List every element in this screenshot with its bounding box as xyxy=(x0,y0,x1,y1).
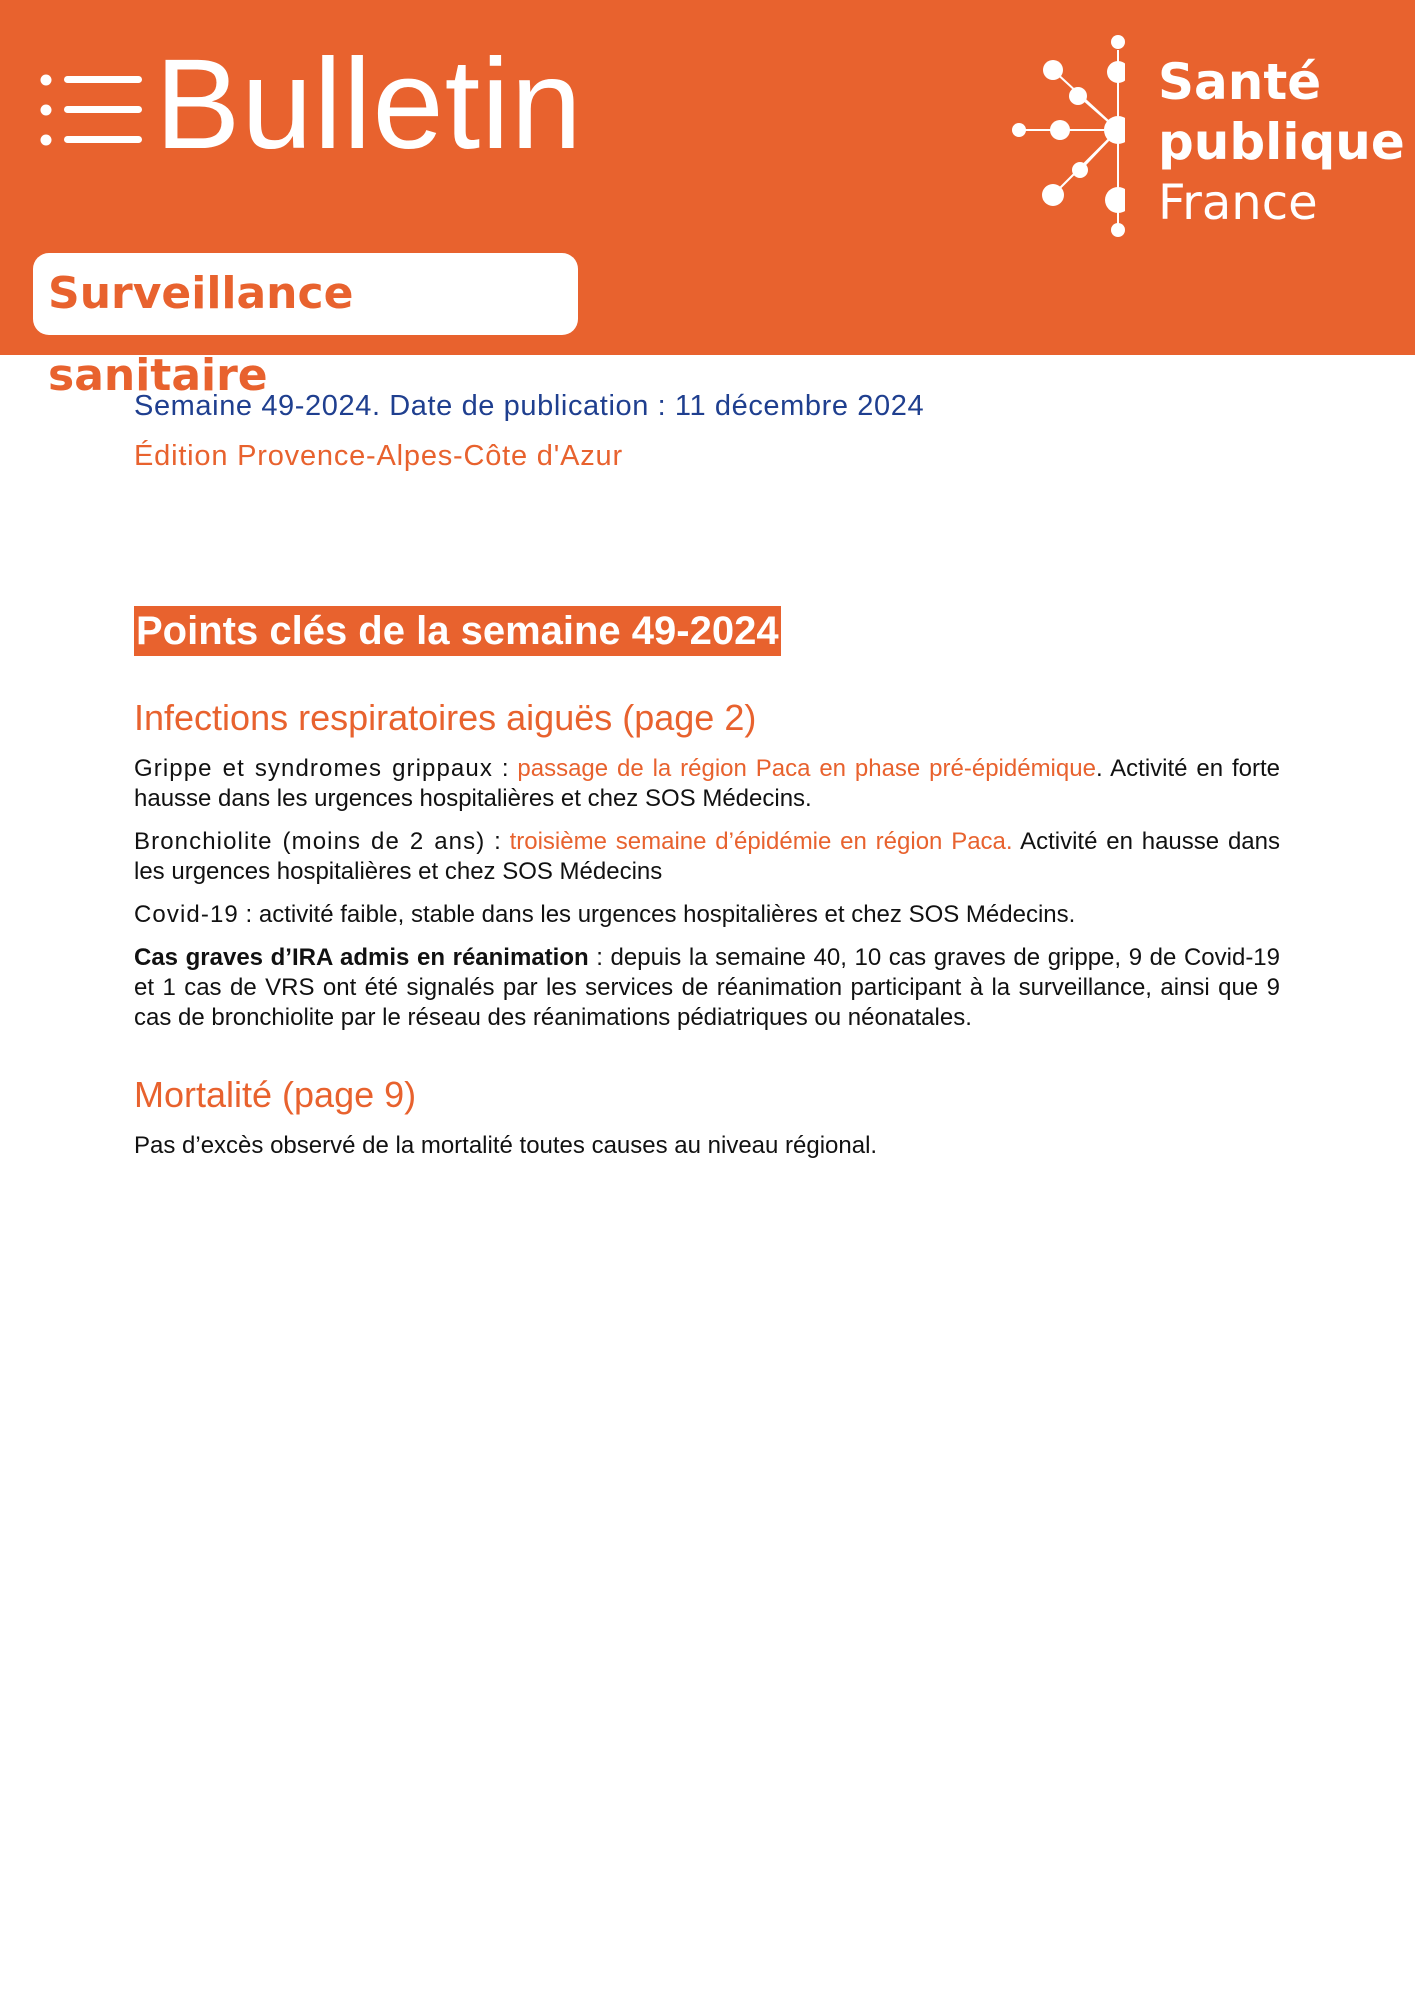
surveillance-tag-label: Surveillance sanitaire xyxy=(48,268,354,401)
mortalite-paragraph: Pas d’excès observé de la mortalité toutes causes au niveau régional. xyxy=(134,1132,878,1159)
header-banner xyxy=(0,0,1415,401)
bulletin-title: Bulletin xyxy=(155,33,583,176)
covid-label: Covid-19 xyxy=(134,901,239,928)
grippe-paragraph xyxy=(134,754,1280,814)
cas-graves-text: : depuis la semaine 40, 10 cas graves de grippe, 9 de Covid-19 et 1 cas de VRS ont été signalés par les services de réanimation participant à la surveillance, ainsi que 9 cas de bronchiolite par le réseau des réanimations pédiatriques ou néonatales. xyxy=(134,944,1281,1031)
grippe-label: Grippe et syndromes grippaux xyxy=(134,755,493,782)
logo-line-1: Santé xyxy=(1158,53,1322,111)
key-points-section xyxy=(134,606,1280,1174)
bronchiolite-text: Activité en hausse dans les urgences hospitalières et chez SOS Médecins xyxy=(134,828,1280,885)
bronchiolite-label: Bronchiolite (moins de 2 ans) xyxy=(134,828,486,855)
covid-text: : activité faible, stable dans les urgences hospitalières et chez SOS Médecins. xyxy=(238,901,1076,928)
key-points-title: Points clés de la semaine 49-2024 xyxy=(134,606,781,656)
covid-paragraph xyxy=(134,900,1280,930)
logo-line-2: publique xyxy=(1158,113,1405,171)
grippe-sep: : xyxy=(492,755,518,782)
bronchiolite-sep: : xyxy=(485,828,510,855)
edition-label: Édition Provence-Alpes-Côte d'Azur xyxy=(134,440,623,472)
grippe-text: . Activité en forte hausse dans les urgences hospitalières et chez SOS Médecins. xyxy=(134,755,1281,812)
grippe-highlight: passage de la région Paca en phase pré-épidémique xyxy=(517,755,1096,782)
publication-date: Semaine 49-2024. Date de publication : 11 décembre 2024 xyxy=(134,390,925,422)
spf-logo-text xyxy=(1158,52,1405,234)
surveillance-tag xyxy=(33,253,578,401)
bronchiolite-paragraph xyxy=(134,827,1280,887)
cas-graves-paragraph xyxy=(134,943,1280,1033)
spf-dots-logo xyxy=(1005,30,1125,245)
list-icon xyxy=(40,70,145,150)
logo-line-3: France xyxy=(1158,175,1318,231)
bronchiolite-highlight: troisième semaine d’épidémie en région Paca. xyxy=(509,828,1013,855)
cas-graves-label: Cas graves d’IRA admis en réanimation xyxy=(134,944,589,971)
mortalite-heading: Mortalité (page 9) xyxy=(134,1074,417,1115)
ira-heading: Infections respiratoires aiguës (page 2) xyxy=(134,697,757,738)
